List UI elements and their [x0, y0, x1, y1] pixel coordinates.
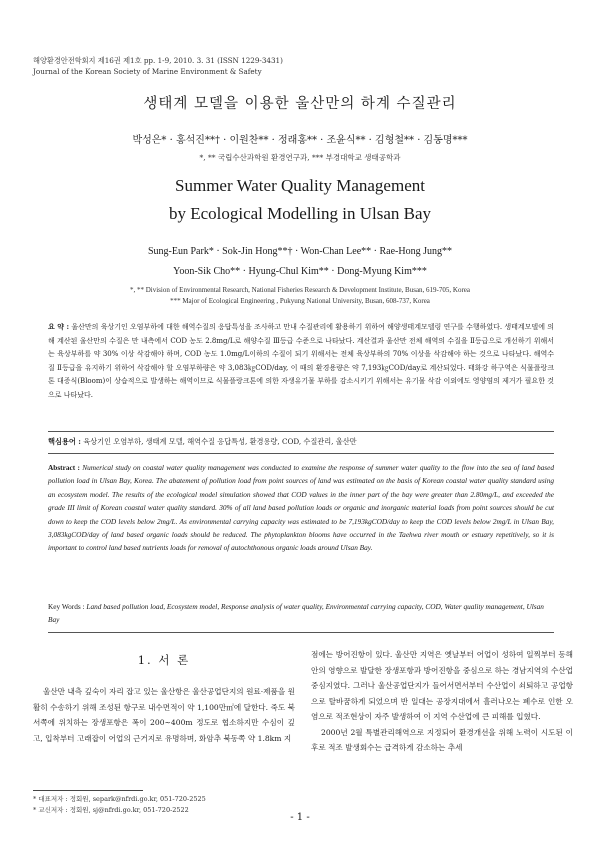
abstract-english [48, 461, 554, 555]
body-paragraph: 점에는 방어진항이 있다. 울산만 지역은 옛날부터 어업이 성하여 일찍부터 동해안의 영향으로 발달한 장생포항과 방어진항을 중심으로 하는 경남지역의 수산업 중심지였다. 그러나 울산공업단지가 들어서면서부터 수산업이 쇠퇴하고 공업항으로 탈바꿈하게 되었으며 반 일대는 공장지대에서 흘러나오는 폐수로 인한 오염으로 적조현상이 자주 발생하여 이 지역 수산업에 큰 피해를 입혔다. [311, 650, 573, 721]
divider [48, 431, 554, 432]
body-paragraph: 울산만 내측 깊숙이 자리 잡고 있는 울산항은 울산공업단지의 원료·제품을 원활히 수송하기 위해 조성된 항구로 내수면적이 약 1,100만㎡에 달한다. 죽도 북서쪽에 위치하는 장생포항은 폭이 200∼400m 정도로 협소하지만 수심이 깊고, 입착부터 고래잡이 어업의 근거지로 유명하며, 화암추 북동쪽 약 1.8km 지 [33, 687, 295, 743]
title-english-line1: Summer Water Quality Management [175, 176, 425, 195]
footnote-divider [33, 790, 143, 791]
affiliation-english-line2: *** Major of Ecological Engineering , Pukyung National University, Busan, 608-737, Korea [170, 297, 430, 305]
authors-korean: 박성은* · 홍석진**† · 이원찬** · 정래홍** · 조윤식** · 김형철** · 김동명*** [132, 135, 468, 146]
page-number: - 1 - [290, 812, 310, 823]
body-column-right [311, 647, 573, 756]
footnote-corresponding-author: * 교신저자 : 정회원, sj@nfrdi.go.kr, 051-720-2522 [33, 805, 189, 814]
title-english [0, 172, 600, 228]
divider [48, 632, 554, 633]
abstract-korean-text: 울산만의 육상기인 오염부하에 대한 해역수질의 응답특성을 조사하고 만내 수질관리에 활용하기 위하여 해양생태계모델링 연구를 수행하였다. 생태계모델에 의해 계산된 울산만의 수질은 만 내측에서 COD 농도 2.8mg/L로 해양수질 Ⅲ등급 수준으로 나타났다. 계산결과 울산만 전체 해역의 수질을 Ⅱ등급으로 개선하기 위해서는 육상부하를 약 30% 이상 삭감해야 하며, COD 농도 1.0mg/L이하의 수질이 되기 위해서는 전체 육상부하의 70% 이상을 삭감해야 하는 것으로 나타났다. 해역수질 Ⅱ등급을 유지하기 위하여 삭감해야 할 오염부하량은 약 3,083㎏COD/day, 이 때의 환경용량은 약 7,193㎏COD/day로 계산되었다. 태화강 하구역은 식물플랑크톤 대증식(Bloom)이 상습적으로 발생하는 해역이므로 식물플랑크톤에 의한 자생유기물 부하를 감소시키기 위해서는 유기물 삭감 이외에도 영양염의 제거가 필요한 것으로 나타났다. [48, 323, 554, 399]
footnote-first-author: * 대표저자 : 정회원, separk@nfrdi.go.kr, 051-720-2525 [33, 795, 206, 803]
abstract-english-text: Numerical study on coastal water quality management was conducted to examine the response of summer water quality to the flow into the sea of land based pollution load in Ulsan Bay, Korea. The abatement of pollution load from point sources of land was estimated on the basis of Korean coastal water quality standard using an ecosystem model. The results of the ecological model simulation showed that COD values in the inner part of the bay were greater than 2.80mg/L, and exceeded the grade III limit of Korean coastal water quality standard. 30% of all land based pollution loads or organic and inorganic material loads from point sources should be cut down to keep the COD levels below 2mg/L. As environmental carrying capacity was estimated to be 7,193kgCOD/day to keep the COD levels below 2mg/L in Ulsan Bay, 3,083kgCOD/day of land based organic loads should be reduced. The phytoplankton blooms have occurred in the Taehwa river mouth or estuary repetitively, so it is important to control land based nutrients loads for removal of autochthonous organic loads around Ulsan Bay. [48, 463, 554, 553]
keywords-english-label: Key Words : [48, 602, 85, 611]
keywords-korean-label: 핵심용어 : [48, 437, 81, 446]
keywords-english [48, 600, 554, 627]
title-english-line2: by Ecological Modelling in Ulsan Bay [168, 204, 432, 223]
affiliation-english [0, 285, 600, 307]
title-korean: 생태계 모델을 이용한 울산만의 하계 수질관리 [143, 96, 457, 112]
body-paragraph: 2000년 2월 특별관리해역으로 지정되어 환경개선을 위해 노력이 시도된 이후로 적조 발생회수는 급격하게 감소하는 추세 [311, 727, 573, 752]
keywords-korean [48, 437, 554, 447]
keywords-korean-text: 육상기인 오염부하, 생태계 모델, 해역수질 응답특성, 환경용량, COD, 수질관리, 울산만 [83, 437, 357, 446]
section-heading-introduction: 1. 서 론 [137, 653, 191, 667]
abstract-korean [48, 320, 554, 403]
authors-english-line2: Yoon-Sik Cho** · Hyung-Chul Kim** · Dong-Myung Kim*** [173, 266, 427, 277]
keywords-english-text: Land based pollution load, Ecosystem model, Response analysis of water quality, Environmental carrying capacity, COD, Water quality management, Ulsan Bay [48, 602, 544, 625]
journal-name-en: Journal of the Korean Society of Marine Environment & Safety [33, 67, 262, 76]
abstract-english-label: Abstract : [48, 463, 80, 472]
affiliation-english-line1: *, ** Division of Environmental Research, National Fisheries Research & Development Institute, Busan, 619-705, Korea [129, 286, 470, 294]
body-column-left [33, 684, 295, 746]
authors-english [0, 242, 600, 282]
abstract-korean-label: 요 약 : [48, 322, 70, 331]
journal-header [33, 55, 283, 77]
affiliation-korean: *, ** 국립수산과학원 환경연구과, *** 부경대학교 생태공학과 [199, 153, 401, 162]
journal-name-ko: 해양환경안전학회지 제16권 제1호 pp. 1-9, 2010. 3. 31 (ISSN 1229-3431) [33, 56, 283, 65]
divider [48, 453, 554, 454]
authors-english-line1: Sung-Eun Park* · Sok-Jin Hong**† · Won-Chan Lee** · Rae-Hong Jung** [148, 246, 452, 257]
